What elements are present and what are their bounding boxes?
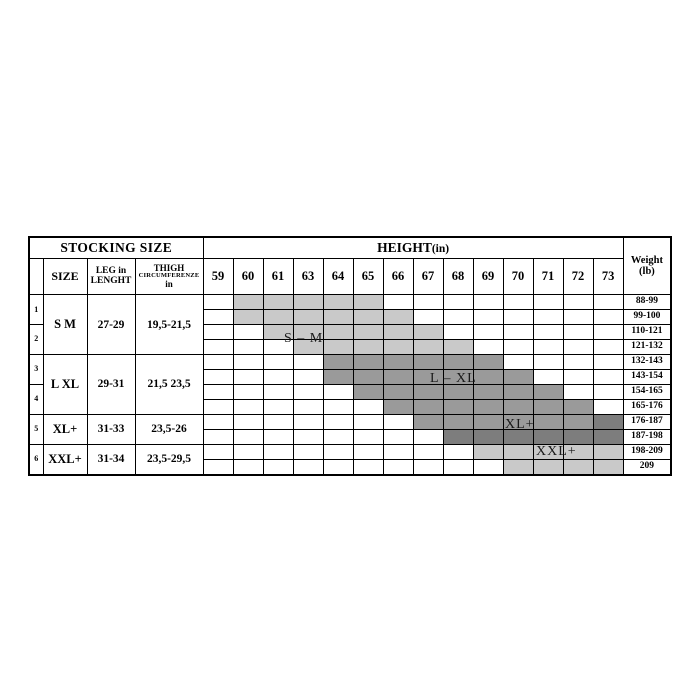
cell	[563, 444, 593, 459]
cell	[593, 399, 623, 414]
cell	[473, 444, 503, 459]
cell	[593, 444, 623, 459]
header-height-70: 70	[503, 258, 533, 294]
cell	[473, 295, 503, 310]
cell	[413, 459, 443, 475]
cell	[323, 340, 353, 355]
zone-label-xlplus: XL+	[505, 417, 535, 432]
cell	[503, 370, 533, 385]
cell	[473, 325, 503, 340]
row-size-xxlplus: XXL+	[43, 444, 87, 475]
header-height-64: 64	[323, 258, 353, 294]
cell	[233, 310, 263, 325]
cell	[353, 325, 383, 340]
cell	[443, 295, 473, 310]
cell	[263, 459, 293, 475]
cell	[413, 384, 443, 399]
cell	[323, 399, 353, 414]
cell	[593, 355, 623, 370]
header-height-71: 71	[533, 258, 563, 294]
cell	[353, 355, 383, 370]
cell	[533, 429, 563, 444]
cell	[323, 429, 353, 444]
cell	[293, 295, 323, 310]
header-height-68: 68	[443, 258, 473, 294]
weight-cell: 176-187	[623, 414, 671, 429]
cell	[443, 459, 473, 475]
cell	[383, 429, 413, 444]
weight-cell: 187-198	[623, 429, 671, 444]
cell	[353, 459, 383, 475]
cell	[323, 355, 353, 370]
weight-cell: 88-99	[623, 295, 671, 310]
cell	[203, 310, 233, 325]
row-thigh-lxl: 21,5 23,5	[135, 355, 203, 415]
cell	[203, 399, 233, 414]
cell	[203, 459, 233, 475]
size-chart	[28, 236, 672, 476]
cell	[533, 295, 563, 310]
table-row	[29, 295, 671, 310]
header-weight	[623, 237, 671, 295]
cell	[473, 429, 503, 444]
cell	[563, 295, 593, 310]
cell	[503, 340, 533, 355]
header-weight-line2: (lb)	[639, 266, 655, 278]
cell	[563, 459, 593, 475]
row-index-6: 6	[29, 444, 43, 475]
cell	[563, 429, 593, 444]
cell	[503, 444, 533, 459]
zone-label-xxlplus: XXL+	[536, 444, 577, 459]
table-row	[29, 355, 671, 370]
cell	[593, 310, 623, 325]
cell	[233, 325, 263, 340]
row-size-lxl: L XL	[43, 355, 87, 415]
cell	[263, 295, 293, 310]
cell	[473, 310, 503, 325]
cell	[263, 384, 293, 399]
cell	[413, 399, 443, 414]
cell	[233, 414, 263, 429]
cell	[203, 295, 233, 310]
cell	[563, 340, 593, 355]
cell	[293, 340, 323, 355]
cell	[443, 340, 473, 355]
cell	[533, 310, 563, 325]
header-height-63: 63	[293, 258, 323, 294]
cell	[233, 355, 263, 370]
cell	[503, 310, 533, 325]
cell	[413, 370, 443, 385]
cell	[353, 370, 383, 385]
cell	[413, 310, 443, 325]
cell	[263, 325, 293, 340]
cell	[233, 399, 263, 414]
cell	[293, 399, 323, 414]
cell	[323, 295, 353, 310]
header-col-thigh	[135, 258, 203, 294]
cell	[233, 295, 263, 310]
weight-cell: 121-132	[623, 340, 671, 355]
cell	[533, 325, 563, 340]
header-col-leg-line1: LEG in	[95, 265, 127, 276]
cell	[323, 325, 353, 340]
row-size-sm: S M	[43, 295, 87, 355]
cell	[203, 370, 233, 385]
row-leg-xlplus: 31-33	[87, 414, 135, 444]
weight-cell: 165-176	[623, 399, 671, 414]
cell	[353, 399, 383, 414]
header-height-73: 73	[593, 258, 623, 294]
cell	[443, 399, 473, 414]
cell	[503, 414, 533, 429]
cell	[443, 310, 473, 325]
cell	[443, 384, 473, 399]
cell	[383, 310, 413, 325]
row-leg-xxlplus: 31-34	[87, 444, 135, 475]
cell	[233, 340, 263, 355]
header-height-label: HEIGHT	[377, 239, 432, 255]
header-col-leg-line2: LENGHT	[90, 275, 132, 286]
zone-label-sm: S – M	[284, 331, 324, 346]
cell	[203, 429, 233, 444]
header-height-59: 59	[203, 258, 233, 294]
cell	[563, 399, 593, 414]
cell	[293, 414, 323, 429]
cell	[293, 355, 323, 370]
cell	[293, 444, 323, 459]
cell	[533, 355, 563, 370]
weight-cell: 154-165	[623, 384, 671, 399]
table-header-row-1	[29, 237, 671, 258]
cell	[323, 370, 353, 385]
cell	[593, 459, 623, 475]
cell	[383, 414, 413, 429]
cell	[263, 399, 293, 414]
cell	[383, 399, 413, 414]
cell	[263, 444, 293, 459]
cell	[263, 429, 293, 444]
weight-cell: 209	[623, 459, 671, 475]
cell	[323, 384, 353, 399]
cell	[443, 325, 473, 340]
cell	[263, 310, 293, 325]
cell	[413, 429, 443, 444]
header-stocking-size: STOCKING SIZE	[29, 237, 203, 258]
cell	[563, 370, 593, 385]
cell	[413, 355, 443, 370]
weight-cell: 132-143	[623, 355, 671, 370]
cell	[263, 355, 293, 370]
cell	[533, 384, 563, 399]
cell	[593, 295, 623, 310]
row-index-5: 5	[29, 414, 43, 444]
cell	[593, 414, 623, 429]
header-height-60: 60	[233, 258, 263, 294]
cell	[473, 414, 503, 429]
cell	[503, 429, 533, 444]
cell	[383, 295, 413, 310]
row-index-1: 1	[29, 295, 43, 325]
row-leg-sm: 27-29	[87, 295, 135, 355]
table-row	[29, 444, 671, 459]
cell	[503, 399, 533, 414]
cell	[593, 340, 623, 355]
row-index-2: 2	[29, 325, 43, 355]
header-col-leg	[87, 258, 135, 294]
cell	[293, 459, 323, 475]
cell	[413, 444, 443, 459]
cell	[383, 355, 413, 370]
cell	[593, 429, 623, 444]
cell	[443, 355, 473, 370]
cell	[263, 340, 293, 355]
cell	[473, 340, 503, 355]
cell	[383, 370, 413, 385]
cell	[593, 325, 623, 340]
cell	[233, 459, 263, 475]
cell	[203, 325, 233, 340]
cell	[533, 399, 563, 414]
cell	[203, 444, 233, 459]
cell	[533, 370, 563, 385]
cell	[263, 414, 293, 429]
cell	[473, 459, 503, 475]
cell	[233, 384, 263, 399]
header-height-69: 69	[473, 258, 503, 294]
cell	[473, 384, 503, 399]
header-height-72: 72	[563, 258, 593, 294]
cell	[593, 370, 623, 385]
cell	[443, 429, 473, 444]
cell	[323, 459, 353, 475]
cell	[203, 414, 233, 429]
cell	[353, 340, 383, 355]
header-spacer	[29, 258, 43, 294]
row-size-xlplus: XL+	[43, 414, 87, 444]
cell	[353, 310, 383, 325]
header-height-65: 65	[353, 258, 383, 294]
row-index-4: 4	[29, 384, 43, 414]
cell	[233, 370, 263, 385]
cell	[293, 310, 323, 325]
cell	[383, 459, 413, 475]
cell	[383, 340, 413, 355]
row-index-3: 3	[29, 355, 43, 385]
cell	[413, 325, 443, 340]
header-weight-line1: Weight	[630, 255, 663, 267]
cell	[473, 399, 503, 414]
table-row	[29, 414, 671, 429]
cell	[563, 310, 593, 325]
cell	[203, 384, 233, 399]
cell	[233, 444, 263, 459]
weight-cell: 143-154	[623, 370, 671, 385]
cell	[383, 325, 413, 340]
cell	[263, 370, 293, 385]
weight-cell: 99-100	[623, 310, 671, 325]
header-col-size: SIZE	[43, 258, 87, 294]
cell	[473, 370, 503, 385]
cell	[293, 429, 323, 444]
cell	[323, 414, 353, 429]
header-height	[203, 237, 623, 258]
cell	[233, 429, 263, 444]
cell	[353, 444, 383, 459]
header-col-thigh-line2: CIRCUMFERENZE	[138, 272, 200, 280]
cell	[293, 325, 323, 340]
cell	[533, 414, 563, 429]
cell	[203, 355, 233, 370]
header-col-thigh-line3: in	[165, 278, 173, 289]
zone-label-lxl: L – XL	[430, 371, 477, 386]
row-leg-lxl: 29-31	[87, 355, 135, 415]
cell	[293, 370, 323, 385]
cell	[473, 355, 503, 370]
weight-cell: 110-121	[623, 325, 671, 340]
row-thigh-xxlplus: 23,5-29,5	[135, 444, 203, 475]
cell	[413, 295, 443, 310]
cell	[533, 444, 563, 459]
weight-cell: 198-209	[623, 444, 671, 459]
cell	[443, 370, 473, 385]
cell	[563, 384, 593, 399]
cell	[563, 325, 593, 340]
cell	[353, 414, 383, 429]
row-thigh-xlplus: 23,5-26	[135, 414, 203, 444]
header-col-thigh-line1: THIGH	[153, 262, 185, 273]
header-height-61: 61	[263, 258, 293, 294]
cell	[443, 414, 473, 429]
cell	[503, 325, 533, 340]
cell	[203, 340, 233, 355]
cell	[413, 340, 443, 355]
cell	[293, 384, 323, 399]
table-header-row-2	[29, 258, 671, 294]
cell	[593, 384, 623, 399]
cell	[533, 340, 563, 355]
cell	[383, 384, 413, 399]
cell	[533, 459, 563, 475]
cell	[323, 444, 353, 459]
header-height-unit: (in)	[431, 242, 450, 255]
cell	[503, 355, 533, 370]
cell	[353, 429, 383, 444]
cell	[413, 414, 443, 429]
header-height-67: 67	[413, 258, 443, 294]
cell	[353, 384, 383, 399]
cell	[353, 295, 383, 310]
cell	[383, 444, 413, 459]
cell	[443, 444, 473, 459]
size-chart-table	[28, 236, 672, 476]
cell	[503, 384, 533, 399]
cell	[503, 295, 533, 310]
cell	[323, 310, 353, 325]
row-thigh-sm: 19,5-21,5	[135, 295, 203, 355]
cell	[503, 459, 533, 475]
cell	[563, 355, 593, 370]
cell	[563, 414, 593, 429]
header-height-66: 66	[383, 258, 413, 294]
